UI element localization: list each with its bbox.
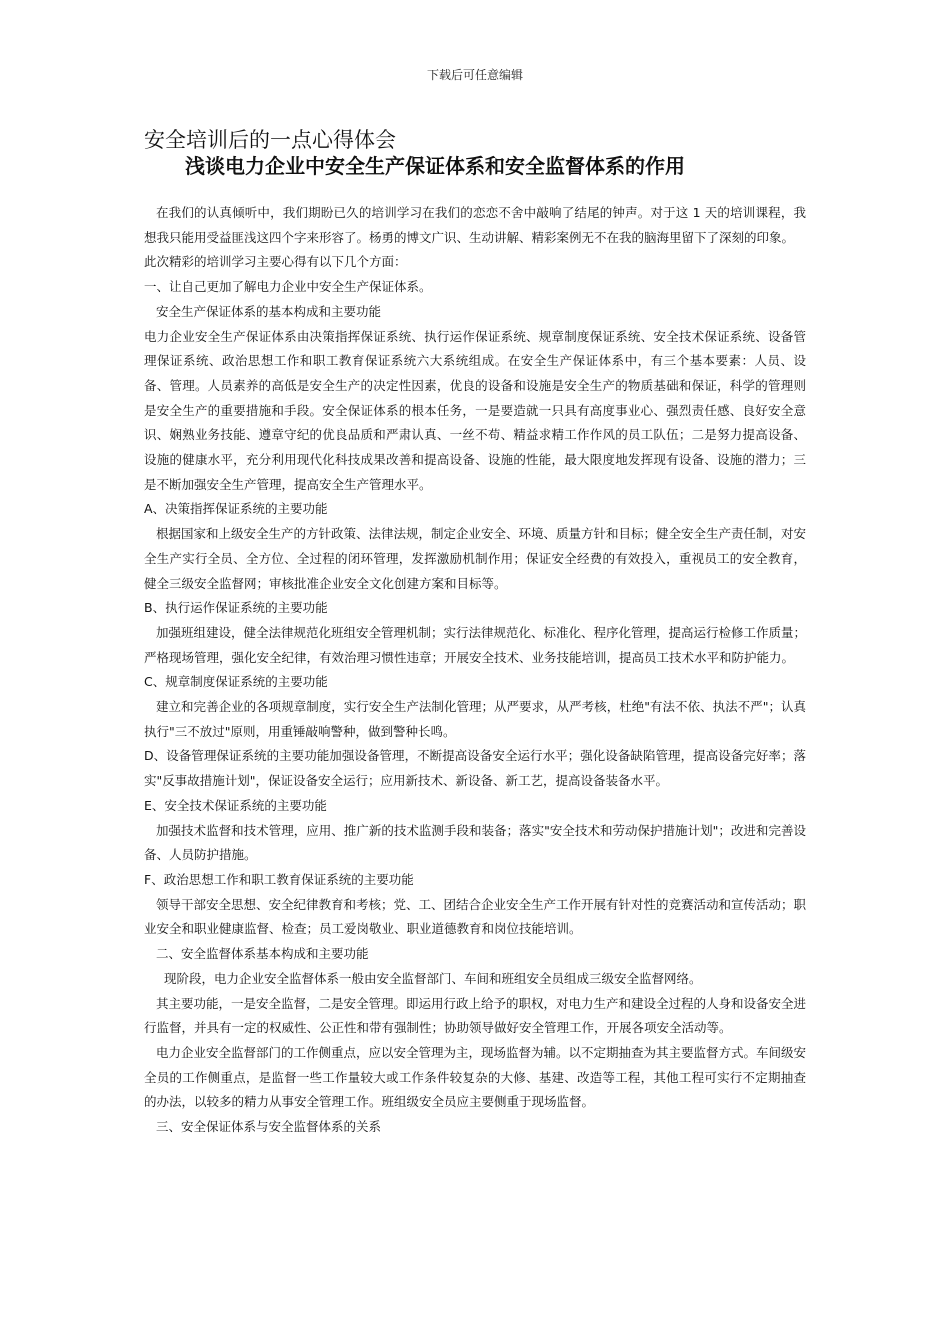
item-heading-c: C、规章制度保证系统的主要功能 <box>144 674 328 690</box>
item-heading-f: F、政治思想工作和职工教育保证系统的主要功能 <box>144 871 414 887</box>
paragraph: 建立和完善企业的各项规章制度，实行安全生产法制化管理；从严要求，从严考核，杜绝"有法不依、执法不严"；认真执行"三不放过"原则，用重锤敲响警种，做到警种长鸣。 <box>144 699 806 739</box>
paragraph: 加强班组建设，健全法律规范化班组安全管理机制；实行法律规范化、标准化、程序化管理，提高运行检修工作质量；严格现场管理，强化安全纪律，有效治理习惯性违章；开展安全技术、业务技能培训，提高员工技术水平和防护能力。 <box>144 624 807 665</box>
subsection-heading: 安全生产保证体系的基本构成和主要功能 <box>156 303 382 319</box>
item-heading-e: E、安全技术保证系统的主要功能 <box>144 797 327 813</box>
paragraph: 电力企业安全生产保证体系由决策指挥保证系统、执行运作保证系统、规章制度保证系统、安全技术保证系统、设备管理保证系统、政治思想工作和职工教育保证系统六大系统组成。在安全生产保证体系中，有三个基本要素：人员、设备、管理。人员素养的高低是安全生产的决定性因素，优良的设备和设施是安全生产的物质基础和保证，科学的管理则是安全生产的重要措施和手段。安全保证体系的根本任务，一是要造就一只具有高度事业心、强烈责任感、良好安全意识、娴熟业务技能、遵章守纪的优良品质和严肃认真、一丝不苟、精益求精工作作风的员工队伍；二是努力提高设备、设施的健康水平，充分利用现代化科技成果改善和提高设备、设施的性能，最大限度地发挥现有设备、设施的潜力；三是不断加强安全生产管理，提高安全生产管理水平。 <box>144 328 806 492</box>
paragraph: 加强技术监督和技术管理，应用、推广新的技术监测手段和装备；落实"安全技术和劳动保护措施计划"；改进和完善设备、人员防护措施。 <box>144 822 806 863</box>
paragraph: 领导干部安全思想、安全纪律教育和考核；党、工、团结合企业安全生产工作开展有针对性的竞赛活动和宣传活动；职业安全和职业健康监督、检查；员工爱岗敬业、职业道德教育和岗位技能培训。 <box>144 896 807 937</box>
item-heading-a: A、决策指挥保证系统的主要功能 <box>144 501 328 517</box>
paragraph: 其主要功能，一是安全监督，二是安全管理。即运用行政上给予的职权，对电力生产和建设全过程的人身和设备安全进行监督，并具有一定的权威性、公正性和带有强制性；协助领导做好安全管理工作，开展各项安全活动等。 <box>144 995 807 1036</box>
document-body <box>144 201 806 1140</box>
document-subtitle: 浅谈电力企业中安全生产保证体系和安全监督体系的作用 <box>185 154 685 178</box>
section-heading-3: 三、安全保证体系与安全监督体系的关系 <box>156 1119 382 1135</box>
item-heading-d: D、设备管理保证系统的主要功能加强设备管理，不断提高设备安全运行水平；强化设备缺陷管理，提高设备完好率；落实"反事故措施计划"，保证设备安全运行；应用新技术、新设备、新工艺，提高设备装备水平。 <box>144 748 806 789</box>
paragraph: 根据国家和上级安全生产的方针政策、法律法规，制定企业安全、环境、质量方针和目标；健全安全生产责任制，对安全生产实行全员、全方位、全过程的闭环管理，发挥激励机制作用；保证安全经费的有效投入，重视员工的安全教育，健全三级安全监督网；审核批准企业安全文化创建方案和目标等。 <box>144 526 807 591</box>
section-heading-2: 二、安全监督体系基本构成和主要功能 <box>156 946 369 962</box>
paragraph: 现阶段，电力企业安全监督体系一般由安全监督部门、车间和班组安全员组成三级安全监督网络。 <box>164 970 702 986</box>
section-heading-1: 一、让自己更加了解电力企业中安全生产保证体系。 <box>144 279 432 295</box>
paragraph-lead: 此次精彩的培训学习主要心得有以下几个方面： <box>144 254 407 270</box>
item-heading-b: B、执行运作保证系统的主要功能 <box>144 600 328 616</box>
document-title: 安全培训后的一点心得体会 <box>144 128 396 152</box>
paragraph: 电力企业安全监督部门的工作侧重点，应以安全管理为主，现场监督为辅。以不定期抽查为其主要监督方式。车间级安全员的工作侧重点，是监督一些工作量较大或工作条件较复杂的大修、基建、改造等工程，其他工程可实行不定期抽查的办法，以较多的精力从事安全管理工作。班组级安全员应主要侧重于现场监督。 <box>144 1044 807 1110</box>
paragraph-intro: 在我们的认真倾听中，我们期盼已久的培训学习在我们的恋恋不舍中敲响了结尾的钟声。对于这 1 天的培训课程，我想我只能用受益匪浅这四个字来形容了。杨勇的博文广识、生动讲解、精彩案例无不在我的脑海里留下了深刻的印象。 <box>144 205 806 245</box>
header-note: 下载后可任意编辑 <box>426 68 523 82</box>
